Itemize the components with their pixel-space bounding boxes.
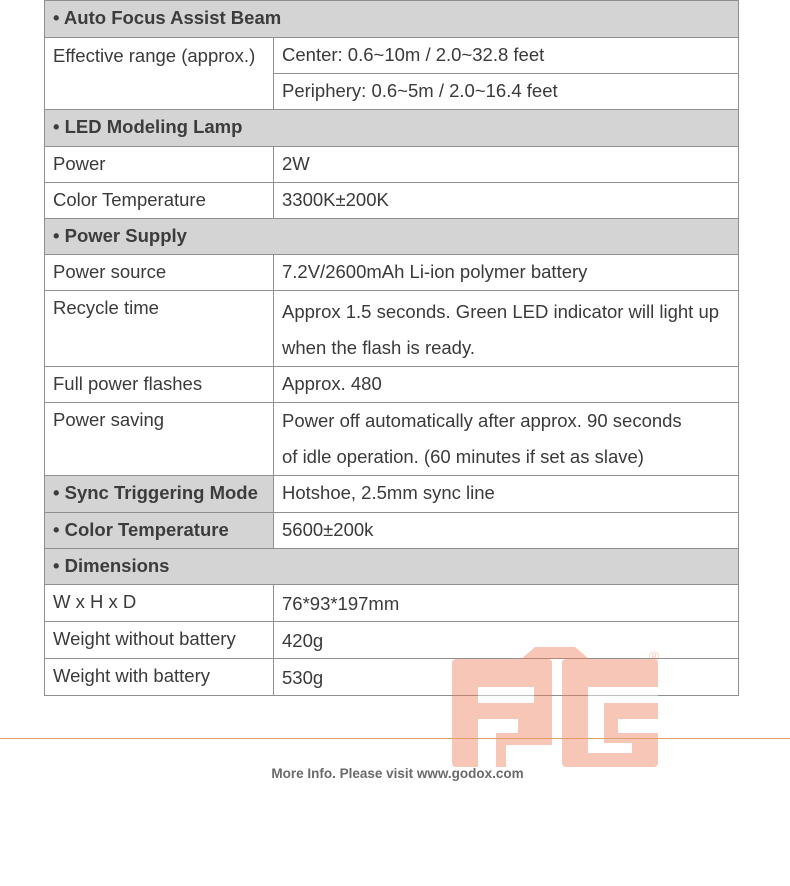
spec-value: 420g bbox=[274, 622, 739, 659]
table-row bbox=[45, 403, 739, 476]
spec-value: Hotshoe, 2.5mm sync line bbox=[274, 476, 739, 513]
section-heading: • Color Temperature bbox=[45, 513, 274, 549]
table-row bbox=[45, 622, 739, 659]
section-row-power-supply bbox=[45, 219, 739, 255]
section-row-sync bbox=[45, 476, 739, 513]
spec-value-line: when the flash is ready. bbox=[282, 337, 475, 358]
spec-value-line: Approx 1.5 seconds. Green LED indicator will light up bbox=[282, 301, 720, 322]
spec-value: 530g bbox=[274, 659, 739, 696]
spec-value: Center: 0.6~10m / 2.0~32.8 feet bbox=[274, 38, 739, 74]
table-row bbox=[45, 659, 739, 696]
spec-value-multiline bbox=[274, 291, 739, 367]
footer-divider bbox=[0, 738, 790, 739]
table-row bbox=[45, 291, 739, 367]
watermark-registered-mark: ® bbox=[649, 648, 660, 664]
spec-table bbox=[44, 0, 739, 696]
table-row bbox=[45, 255, 739, 291]
spec-label: Effective range (approx.) bbox=[45, 38, 274, 110]
spec-value-line: Power off automatically after approx. 90 seconds bbox=[282, 410, 682, 431]
spec-label: Power saving bbox=[45, 403, 274, 476]
spec-value: 2W bbox=[274, 147, 739, 183]
section-heading: • Power Supply bbox=[45, 219, 739, 255]
table-row bbox=[45, 367, 739, 403]
spec-label: Recycle time bbox=[45, 291, 274, 367]
spec-value: Approx. 480 bbox=[274, 367, 739, 403]
spec-label: W x H x D bbox=[45, 585, 274, 622]
spec-value: 5600±200k bbox=[274, 513, 739, 549]
section-row-dimensions bbox=[45, 549, 739, 585]
section-heading: • Auto Focus Assist Beam bbox=[45, 1, 739, 38]
spec-label: Weight with battery bbox=[45, 659, 274, 696]
table-row bbox=[45, 183, 739, 219]
spec-value-line: of idle operation. (60 minutes if set as slave) bbox=[282, 446, 644, 467]
table-row bbox=[45, 147, 739, 183]
spec-value: 76*93*197mm bbox=[274, 585, 739, 622]
spec-value: 7.2V/2600mAh Li-ion polymer battery bbox=[274, 255, 739, 291]
table-row bbox=[45, 585, 739, 622]
section-heading: • Dimensions bbox=[45, 549, 739, 585]
spec-value: 3300K±200K bbox=[274, 183, 739, 219]
section-row-af-beam bbox=[45, 1, 739, 38]
spec-label: Power source bbox=[45, 255, 274, 291]
spec-label: Color Temperature bbox=[45, 183, 274, 219]
section-row-led-lamp bbox=[45, 110, 739, 147]
table-row bbox=[45, 38, 739, 74]
spec-label: Full power flashes bbox=[45, 367, 274, 403]
section-heading: • LED Modeling Lamp bbox=[45, 110, 739, 147]
section-row-color-temperature bbox=[45, 513, 739, 549]
spec-label: Weight without battery bbox=[45, 622, 274, 659]
spec-label: Power bbox=[45, 147, 274, 183]
footer-website-text: More Info. Please visit www.godox.com bbox=[271, 766, 524, 781]
section-heading: • Sync Triggering Mode bbox=[45, 476, 274, 513]
spec-value: Periphery: 0.6~5m / 2.0~16.4 feet bbox=[274, 74, 739, 110]
spec-value-multiline bbox=[274, 403, 739, 476]
